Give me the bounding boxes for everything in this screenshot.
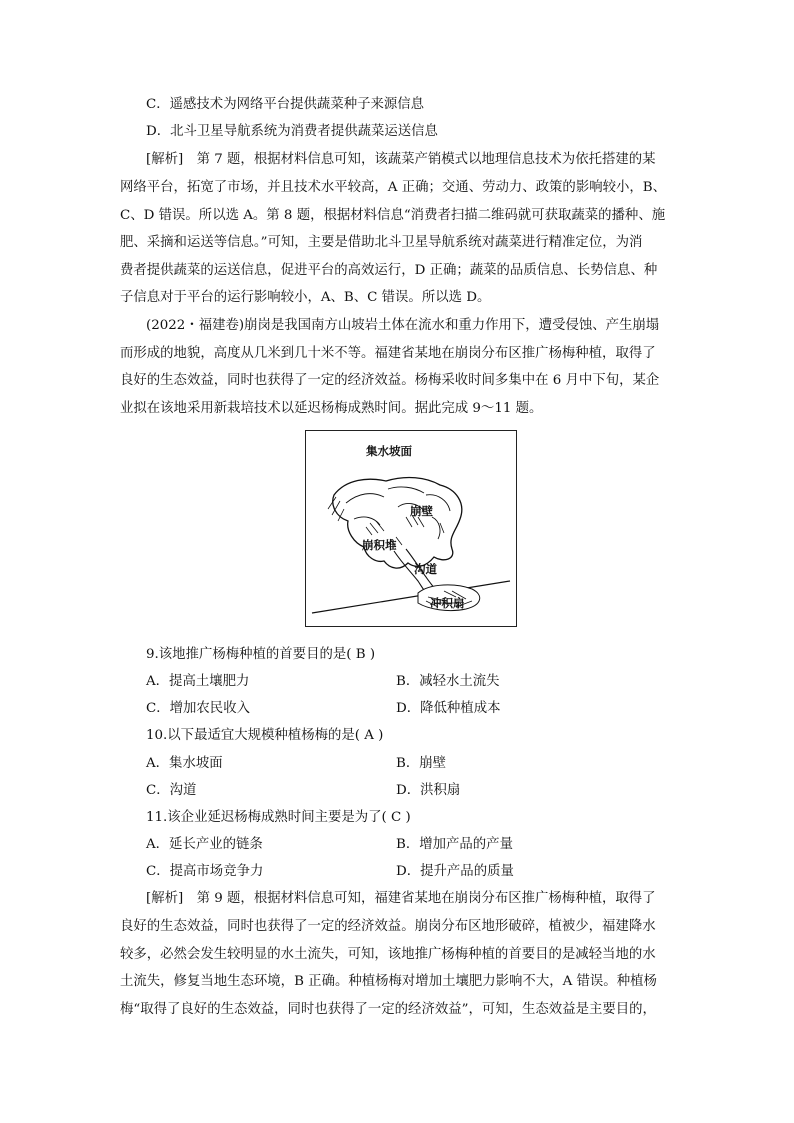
question-9-option-a: A．提高土壤肥力 — [146, 674, 250, 689]
label-collapse-wall: 崩壁 — [410, 504, 433, 518]
question-10-option-c: C．沟道 — [146, 783, 197, 798]
label-colluvial-deposit: 崩积堆 — [362, 538, 397, 552]
analysis-1-line: 网络平台，拓宽了市场，并且技术水平较高，A 正确；交通、劳动力、政策的影响较小，B、 — [120, 180, 666, 195]
material-line: 业拟在该地采用新栽培技术以延迟杨梅成熟时间。据此完成 9～11 题。 — [120, 401, 543, 416]
analysis-2-line: 梅“取得了良好的生态效益，同时也获得了一定的经济效益”，可知，生态效益是主要目的， — [120, 1002, 656, 1017]
collapse-gully-sketch — [306, 431, 516, 626]
question-9-stem: 9.该地推广杨梅种植的首要目的是( B ) — [146, 647, 376, 662]
analysis-1-line: [解析] 第 7 题，根据材料信息可知，该蔬菜产销模式以地理信息技术为依托搭建的某 — [146, 152, 656, 167]
label-alluvial-fan: 冲积扇 — [430, 596, 465, 610]
analysis-2-line: 良好的生态效益，同时也获得了一定的经济效益。崩岗分布区地形破碎，植被少，福建降水 — [120, 919, 656, 934]
question-10-option-d: D．洪积扇 — [396, 783, 461, 798]
question-10-option-a: A．集水坡面 — [146, 756, 223, 771]
analysis-2-line: 土流失，修复当地生态环境，B 正确。种植杨梅对增加土壤肥力影响不大，A 错误。种植杨 — [120, 974, 657, 989]
label-catchment-slope: 集水坡面 — [366, 444, 412, 458]
analysis-1-line: 费者提供蔬菜的运送信息，促进平台的高效运行，D 正确；蔬菜的品质信息、长势信息、种 — [120, 263, 658, 278]
analysis-2-line: 较多，必然会发生较明显的水土流失，可知，该地推广杨梅种植的首要目的是减轻当地的水 — [120, 947, 656, 962]
analysis-1-line: 子信息对于平台的运行影响较小，A、B、C 错误。所以选 D。 — [120, 290, 491, 305]
question-11-option-c: C．提高市场竞争力 — [146, 864, 264, 879]
prev-option-c: C．遥感技术为网络平台提供蔬菜种子来源信息 — [146, 97, 425, 112]
analysis-2-line: [解析] 第 9 题，根据材料信息可知，福建省某地在崩岗分布区推广杨梅种植，取得了 — [146, 891, 656, 906]
question-10-option-b: B．崩壁 — [396, 756, 447, 771]
question-11-stem: 11.该企业延迟杨梅成熟时间主要是为了( C ) — [146, 810, 411, 825]
question-11-option-d: D．提升产品的质量 — [396, 864, 514, 879]
question-9-option-b: B．减轻水土流失 — [396, 674, 500, 689]
landform-figure — [305, 430, 517, 627]
question-9-option-c: C．增加农民收入 — [146, 701, 250, 716]
question-11-option-b: B．增加产品的产量 — [396, 837, 513, 852]
material-line: 而形成的地貌，高度从几米到几十米不等。福建省某地在崩岗分布区推广杨梅种植，取得了 — [120, 346, 656, 361]
analysis-1-line: 肥、采摘和运送等信息。”可知，主要是借助北斗卫星导航系统对蔬菜进行精准定位，为消 — [120, 235, 643, 250]
material-line: (2022・福建卷)崩岗是我国南方山坡岩土体在流水和重力作用下，遭受侵蚀、产生崩塌 — [146, 318, 660, 333]
question-11-option-a: A．延长产业的链条 — [146, 837, 263, 852]
label-gully: 沟道 — [414, 562, 437, 576]
prev-option-d: D．北斗卫星导航系统为消费者提供蔬菜运送信息 — [146, 124, 438, 139]
question-9-option-d: D．降低种植成本 — [396, 701, 501, 716]
material-line: 良好的生态效益，同时也获得了一定的经济效益。杨梅采收时间多集中在 6 月中下旬，某企 — [120, 373, 660, 388]
question-10-stem: 10.以下最适宜大规模种植杨梅的是( A ) — [146, 728, 384, 743]
analysis-1-line: C、D 错误。所以选 A。第 8 题，根据材料信息“消费者扫描二维码就可获取蔬菜的播种、施 — [120, 208, 666, 223]
